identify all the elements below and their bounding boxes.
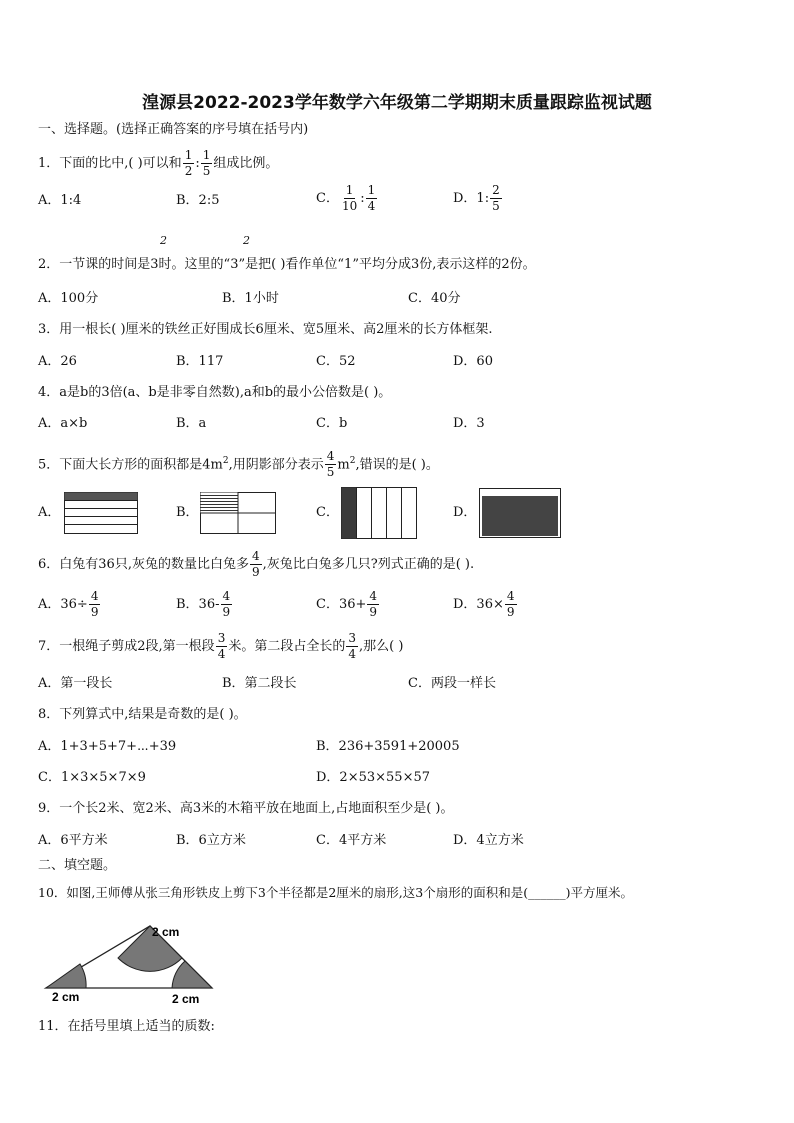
q5-a-shade: [65, 493, 138, 501]
page-title: 湟源县2022-2023学年数学六年级第二学期期末质量跟踪监视试题: [142, 93, 652, 113]
q4-option-b[interactable]: B．a: [176, 416, 207, 431]
question-11: 11．在括号里填上适当的质数:: [38, 1019, 215, 1034]
q10-triangle-figure: [40, 920, 220, 1010]
q6-option-c[interactable]: C．36+ $\frac{4}{9}$: [316, 589, 378, 619]
q8-option-b[interactable]: B．236+3591+20005: [316, 739, 460, 754]
q5-figure-d: [479, 488, 561, 538]
question-9: 9．一个长2米、宽2米、高3米的木箱平放在地面上,占地面积至少是( )。: [38, 801, 454, 816]
q10-label-left: 2 cm: [52, 990, 80, 1004]
q2-option-c[interactable]: C．40分: [408, 291, 461, 306]
question-2: 2．一节课的时间是3时。这里的“3”是把( )看作单位“1”平均分成3份,表示这样的2份。: [38, 257, 536, 272]
q6-option-b[interactable]: B．36- $\frac{4}{9}$: [176, 589, 231, 619]
question-8: 8．下列算式中,结果是奇数的是( )。: [38, 707, 247, 722]
q3-option-b[interactable]: B．117: [176, 354, 224, 369]
question-5: 5．下面大长方形的面积都是$4m^2$,用阴影部分表示 $\frac{4}{5}$ $m^2$,错误的是( )。: [38, 449, 439, 480]
q5-option-d[interactable]: D．: [453, 505, 477, 520]
q5-figure-a: [64, 492, 138, 534]
q9-option-a[interactable]: A．6平方米: [38, 833, 108, 848]
q6-option-a[interactable]: A．36÷ $\frac{4}{9}$: [38, 589, 99, 619]
question-1: 1．下面的比中,( )可以和 $\frac{1}{2}$ : $\frac{1}{5}$ 组成比例。: [38, 148, 279, 178]
q4-option-c[interactable]: C．b: [316, 416, 348, 431]
question-4: 4．a是b的3倍(a、b是非零自然数),a和b的最小公倍数是( )。: [38, 385, 392, 400]
question-7: 7．一根绳子剪成2段,第一根段 $\frac{3}{4}$ 米。第二段占全长的 $\frac{3}{4}$ ,那么( ): [38, 631, 404, 661]
q7-option-b[interactable]: B．第二段长: [222, 676, 297, 691]
q2-superscript-2: 2: [243, 234, 250, 247]
q7-option-c[interactable]: C．两段一样长: [408, 676, 496, 691]
q5-option-b[interactable]: B．: [176, 505, 199, 520]
q9-option-b[interactable]: B．6立方米: [176, 833, 246, 848]
q8-option-a[interactable]: A．1+3+5+7+⋯+39: [38, 739, 177, 754]
q5-option-c[interactable]: C．: [316, 505, 339, 520]
q6-option-d[interactable]: D．36× $\frac{4}{9}$: [453, 589, 515, 619]
q4-option-a[interactable]: A．a×b: [38, 416, 88, 431]
q10-label-top: 2 cm: [152, 925, 180, 939]
q9-option-d[interactable]: D．4立方米: [453, 833, 524, 848]
q1-option-b[interactable]: B．2:5: [176, 193, 220, 208]
q5-figure-b: [200, 492, 276, 534]
q4-option-d[interactable]: D．3: [453, 416, 485, 431]
q7-option-a[interactable]: A．第一段长: [38, 676, 113, 691]
q2-option-b[interactable]: B．1小时: [222, 291, 279, 306]
q8-option-d[interactable]: D．2×53×55×57: [316, 770, 430, 785]
section-fill-heading: 二、填空题。: [38, 858, 117, 873]
q1-prefix: 1．下面的比中,( )可以和: [38, 156, 182, 171]
q1-fraction-2: $\frac{1}{5}$: [202, 148, 211, 178]
q5-option-a[interactable]: A．: [38, 505, 61, 520]
question-6: 6．白兔有36只,灰兔的数量比白兔多 $\frac{4}{9}$ ,灰兔比白兔多几只?列式正确的是( ).: [38, 549, 475, 579]
q3-option-d[interactable]: D．60: [453, 354, 493, 369]
q2-superscript-1: 2: [160, 234, 167, 247]
q9-option-c[interactable]: C．4平方米: [316, 833, 387, 848]
q5-figure-c: [341, 487, 417, 539]
q1-suffix: 组成比例。: [213, 156, 279, 171]
q1-fraction-1: $\frac{1}{2}$: [184, 148, 193, 178]
q2-option-a[interactable]: A．100分: [38, 291, 99, 306]
q3-option-a[interactable]: A．26: [38, 354, 77, 369]
section-choice-heading: 一、选择题。(选择正确答案的序号填在括号内): [38, 122, 309, 137]
question-3: 3．用一根长( )厘米的铁丝正好围成长6厘米、宽5厘米、高2厘米的长方体框架.: [38, 322, 493, 337]
question-10: 10．如图,王师傅从张三角形铁皮上剪下3个半径都是2厘米的扇形,这3个扇形的面积和是(______)平方厘米。: [38, 885, 633, 900]
q3-option-c[interactable]: C．52: [316, 354, 356, 369]
q8-option-c[interactable]: C．1×3×5×7×9: [38, 770, 146, 785]
q1-option-c[interactable]: C． $\frac{1}{10}$ : $\frac{1}{4}$: [316, 183, 376, 213]
q1-option-a[interactable]: A．1:4: [38, 193, 82, 208]
q10-label-right: 2 cm: [172, 992, 200, 1006]
q1-option-d[interactable]: D．1: $\frac{2}{5}$: [453, 183, 500, 213]
